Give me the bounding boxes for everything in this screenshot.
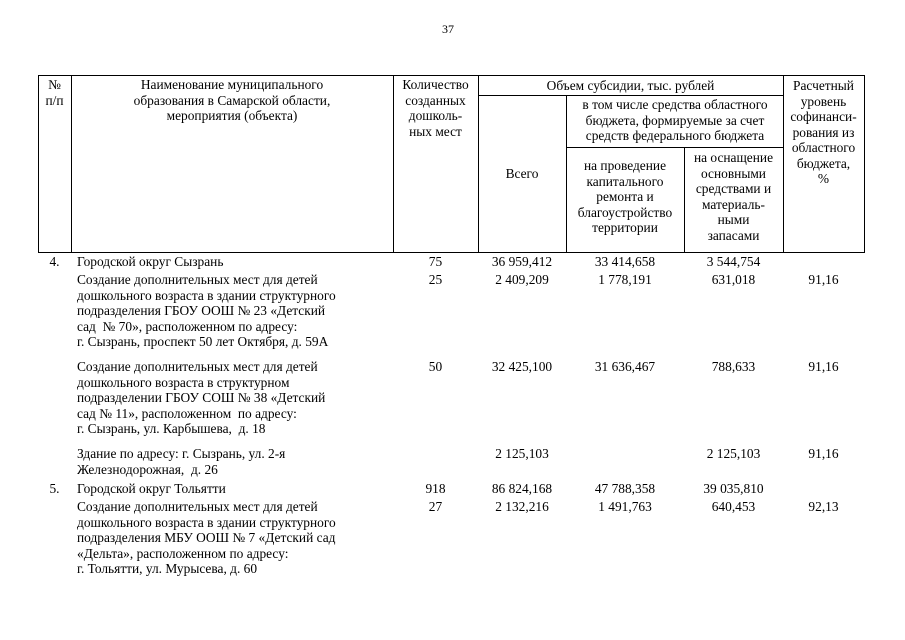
row-level: 91,16: [808, 359, 839, 374]
row-total: 32 425,100: [491, 359, 553, 374]
header-equip: на оснащение основными средствами и материаль- ными запасами: [693, 150, 774, 243]
row-equip: 2 125,103: [706, 446, 761, 461]
row-name: Здание по адресу: г. Сызрань, ул. 2-я Железнодорожная, д. 26: [77, 446, 286, 477]
row-level: 91,16: [808, 446, 839, 461]
header-places: Количество созданных дошколь- ных мест: [402, 77, 469, 139]
header-repair: на проведение капитального ремонта и благоустройство территории: [577, 158, 673, 235]
row-equip: 3 544,754: [706, 254, 761, 269]
row-num: 5.: [49, 481, 60, 496]
row-equip: 631,018: [711, 272, 756, 287]
row-name: Городской округ Тольятти: [77, 481, 226, 496]
federal-divider: [566, 147, 783, 148]
row-repair: 1 778,191: [598, 272, 652, 287]
row-total: 2 409,209: [495, 272, 549, 287]
row-places: 75: [428, 254, 443, 269]
row-equip: 640,453: [711, 499, 756, 514]
row-places: 50: [428, 359, 443, 374]
row-total: 2 132,216: [495, 499, 549, 514]
row-total: 86 824,168: [491, 481, 553, 496]
header-bottom-border: [38, 252, 865, 253]
row-places: 27: [428, 499, 443, 514]
row-name: Создание дополнительных мест для детей дошкольного возраста в здании структурного подразделения МБУ ООШ № 7 «Детский сад «Дельта», расположенном по адресу: г. Тольятти, ул. Мурысева, д. 60: [77, 499, 336, 576]
row-level: 91,16: [808, 272, 839, 287]
subsidy-divider: [478, 95, 783, 96]
row-repair: 1 491,763: [598, 499, 652, 514]
header-name: Наименование муниципального образования в Самарской области, мероприятия (объекта): [133, 77, 331, 123]
row-level: 92,13: [808, 499, 839, 514]
header-num: № п/п: [45, 77, 64, 108]
row-repair: 31 636,467: [594, 359, 656, 374]
row-repair: 33 414,658: [594, 254, 656, 269]
row-repair: 47 788,358: [594, 481, 656, 496]
row-places: 25: [428, 272, 443, 287]
header-level: Расчетный уровень софинанси- рования из областного бюджета, %: [790, 78, 857, 186]
row-equip: 39 035,810: [703, 481, 764, 496]
row-total: 2 125,103: [495, 446, 549, 461]
row-places: 918: [425, 481, 446, 496]
row-name: Создание дополнительных мест для детей дошкольного возраста в здании структурного подразделения ГБОУ ООШ № 23 «Детский сад № 70», расположенном по адресу: г. Сызрань, проспект 50 лет Октября, д. 59А: [77, 272, 336, 349]
col-border: [478, 75, 479, 253]
header-total: Всего: [505, 166, 539, 181]
row-equip: 788,633: [711, 359, 756, 374]
header-federal: в том числе средства областного бюджета, формируемые за счет средств федерального бюджета: [582, 97, 768, 143]
row-name: Городской округ Сызрань: [77, 254, 224, 269]
header-top-border: [38, 75, 865, 76]
header-subsidy: Объем субсидии, тыс. рублей: [546, 78, 715, 93]
page-number: 37: [442, 22, 454, 36]
col-border: [864, 75, 865, 253]
row-total: 36 959,412: [491, 254, 553, 269]
row-name: Создание дополнительных мест для детей дошкольного возраста в структурном подразделении ГБОУ СОШ № 38 «Детский сад № 11», расположенном по адресу: г. Сызрань, ул. Карбышева, д. 18: [77, 359, 326, 436]
row-num: 4.: [49, 254, 60, 269]
